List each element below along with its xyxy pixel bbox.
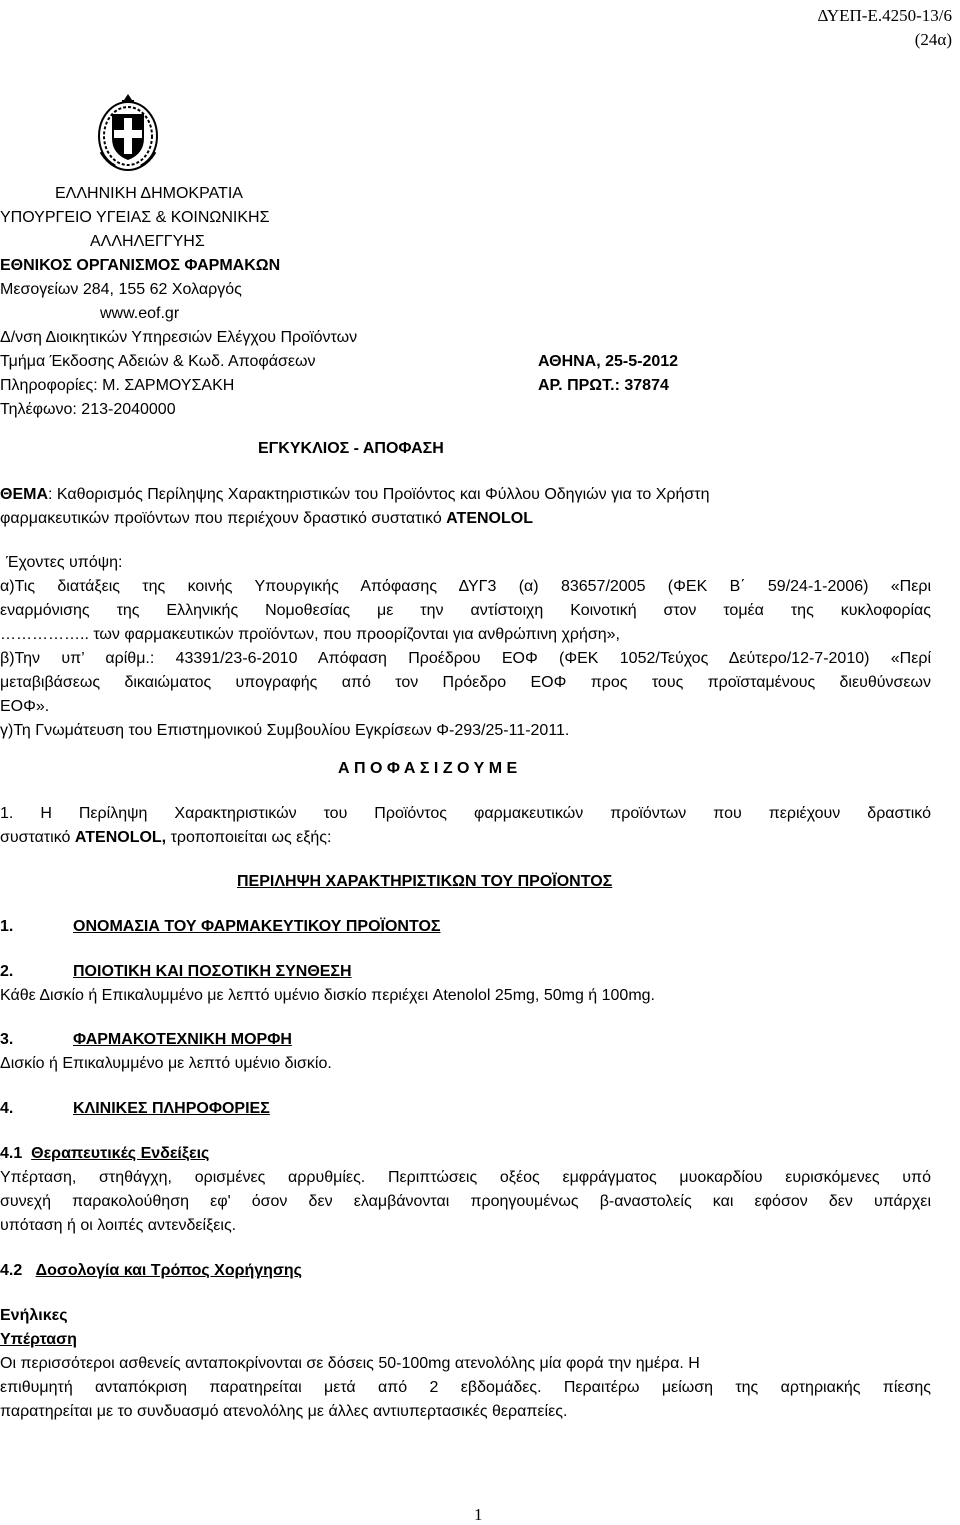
hypertension-line-3: παρατηρείται με το συνδυασμό ατενολόλης με άλλες αντιυπερτασικές θεραπείες.	[0, 1403, 568, 1420]
hypertension-line-1: Οι περισσότεροι ασθενείς ανταποκρίνονται σε δόσεις 50-100mg ατενολόλης μία φορά την ημέρα. Η	[0, 1355, 700, 1372]
section-1-title: ΟΝΟΜΑΣΙΑ ΤΟΥ ΦΑΡΜΑΚΕΥΤΙΚΟΥ ΠΡΟΪΟΝΤΟΣ	[73, 918, 441, 935]
active-substance: ATENOLOL	[446, 510, 533, 527]
section-4-title: ΚΛΙΝΙΚΕΣ ΠΛΗΡΟΦΟΡΙΕΣ	[73, 1100, 270, 1117]
section-2-title: ΠΟΙΟΤΙΚΗ ΚΑΙ ΠΟΣΟΤΙΚΗ ΣΥΝΘΕΣΗ	[73, 963, 352, 980]
page-number: 1	[474, 1505, 483, 1524]
considering-a-3: …………….. των φαρμακευτικών προϊόντων, που προορίζονται για ανθρώπινη χρήση»,	[0, 626, 620, 643]
subject-line-1	[0, 486, 931, 504]
subject-label: ΘΕΜΑ	[0, 486, 48, 503]
header-department: Τμήμα Έκδοσης Αδειών & Κωδ. Αποφάσεων	[0, 353, 316, 370]
section-4-2-title: Δοσολογία και Τρόπος Χορήγησης	[35, 1262, 302, 1279]
considering-a-1: α)Τις διατάξεις της κοινής Υπουργικής Απόφασης ΔΥΓ3 (α) 83657/2005 (ΦΕΚ Β΄ 59/24-1-2006) «Περι	[0, 578, 931, 595]
decision-1-text-b: τροποποιείται ως εξής:	[166, 829, 332, 846]
section-3-title: ΦΑΡΜΑΚΟΤΕΧΝΙΚΗ ΜΟΡΦΗ	[73, 1031, 292, 1048]
header-address: Μεσογείων 284, 155 62 Χολαργός	[0, 281, 242, 298]
section-4-1-heading	[0, 1145, 209, 1163]
doc-ref-code: ΔΥΕΠ-Ε.4250-13/6	[817, 6, 952, 25]
subject-text-2: φαρμακευτικών προϊόντων που περιέχουν δραστικό συστατικό	[0, 510, 447, 527]
hypertension-line-2: επιθυμητή ανταπόκριση παρατηρείται μετά από 2 εβδομάδες. Περαιτέρω μείωση της αρτηριακής πίεσης	[0, 1379, 931, 1396]
decision-1-line-1: 1. Η Περίληψη Χαρακτηριστικών του Προϊόντος φαρμακευτικών προϊόντων που περιέχουν δραστικό	[0, 805, 931, 822]
header-ministry-cont: ΑΛΛΗΛΕΓΓΥΗΣ	[90, 233, 205, 250]
header-contact-person: Πληροφορίες: Μ. ΣΑΡΜΟΥΣΑΚΗ	[0, 377, 235, 394]
document-date: ΑΘΗΝΑ, 25-5-2012	[538, 353, 679, 370]
section-3-text: Δισκίο ή Επικαλυμμένο με λεπτό υμένιο δισκίο.	[0, 1055, 332, 1072]
considering-b-1: β)Την υπ’ αρίθμ.: 43391/23-6-2010 Απόφαση Προέδρου ΕΟΦ (ΦΕΚ 1052/Τεύχος Δεύτερο/12-7-2010) «Περί	[0, 650, 931, 667]
section-4-2-heading	[0, 1262, 302, 1280]
section-4-1-line-2: συνεχή παρακολούθηση εφ' όσον δεν ελαμβάνονται προηγουμένως β-αναστολείς και εφόσον δεν υπάρχει	[0, 1193, 931, 1210]
decision-1-substance: ATENOLOL,	[74, 829, 167, 846]
spc-title: ΠΕΡΙΛΗΨΗ ΧΑΡΑΚΤΗΡΙΣΤΙΚΩΝ ΤΟΥ ΠΡΟΪΟΝΤΟΣ	[237, 873, 613, 890]
considering-c: γ)Τη Γνωμάτευση του Επιστημονικού Συμβουλίου Εγκρίσεων Φ-293/25-11-2011.	[0, 722, 570, 739]
section-4-1-number: 4.1	[0, 1145, 23, 1162]
section-4-1-line-3: υπόταση ή οι λοιπές αντενδείξεις.	[0, 1217, 237, 1234]
considering-b-2: μεταβιβάσεως δικαιώματος υπογραφής από τον Πρόεδρο ΕΟΦ προς τους προϊσταμένους διευθύνσεων	[0, 674, 931, 691]
adults-heading: Ενήλικες	[0, 1307, 68, 1324]
section-4-2-number: 4.2	[0, 1262, 23, 1279]
section-2-text: Κάθε Δισκίο ή Επικαλυμμένο με λεπτό υμένιο δισκίο περιέχει Atenolol 25mg, 50mg ή 100mg.	[0, 987, 655, 1004]
section-1-number: 1.	[0, 918, 14, 935]
header-directorate: Δ/νση Διοικητικών Υπηρεσιών Ελέγχου Προϊόντων	[0, 329, 358, 346]
protocol-number	[538, 377, 669, 395]
header-website: www.eof.gr	[100, 305, 180, 322]
section-4-number: 4.	[0, 1100, 14, 1117]
section-4-1-line-1: Υπέρταση, στηθάγχη, ορισμένες αρρυθμίες. Περιπτώσεις οξέος εμφράγματος μυοκαρδίου ευρισκόμενες υπό	[0, 1169, 931, 1186]
considering-a-2: εναρμόνισης της Ελληνικής Νομοθεσίας με την αντίστοιχη Κοινοτική στον τομέα της κυκλοφορίας	[0, 602, 931, 619]
document-title: ΕΓΚΥΚΛΙΟΣ - ΑΠΟΦΑΣΗ	[258, 440, 444, 457]
decision-heading: Α Π Ο Φ Α Σ Ι Ζ Ο Υ Μ Ε	[338, 760, 518, 777]
protocol-label: ΑΡ. ΠΡΩΤ.	[538, 377, 615, 394]
header-phone: Τηλέφωνο: 213-2040000	[0, 401, 176, 418]
document-reference	[818, 6, 952, 50]
considering-b-3: ΕΟΦ».	[0, 698, 50, 715]
section-3-number: 3.	[0, 1031, 14, 1048]
header-republic: ΕΛΛΗΝΙΚΗ ΔΗΜΟΚΡΑΤΙΑ	[55, 185, 243, 202]
subject-line-2	[0, 510, 931, 528]
greek-coat-of-arms-emblem	[95, 92, 161, 174]
header-organization: ΕΘΝΙΚΟΣ ΟΡΓΑΝΙΣΜΟΣ ΦΑΡΜΑΚΩΝ	[0, 257, 281, 274]
doc-ref-suffix: (24α)	[914, 30, 952, 49]
header-ministry: ΥΠΟΥΡΓΕΙΟ ΥΓΕΙΑΣ & ΚΟΙΝΩΝΙΚΗΣ	[0, 209, 270, 226]
decision-1-text-a: συστατικό	[0, 829, 75, 846]
hypertension-heading: Υπέρταση	[0, 1331, 77, 1348]
considering-intro: Έχοντες υπόψη:	[6, 554, 123, 571]
section-4-1-title: Θεραπευτικές Ενδείξεις	[31, 1145, 210, 1162]
section-2-number: 2.	[0, 963, 14, 980]
decision-1-line-2	[0, 829, 931, 847]
protocol-value: : 37874	[614, 377, 669, 394]
subject-text: : Καθορισμός Περίληψης Χαρακτηριστικών του Προϊόντος και Φύλλου Οδηγιών για το Χρήστη	[48, 486, 710, 503]
